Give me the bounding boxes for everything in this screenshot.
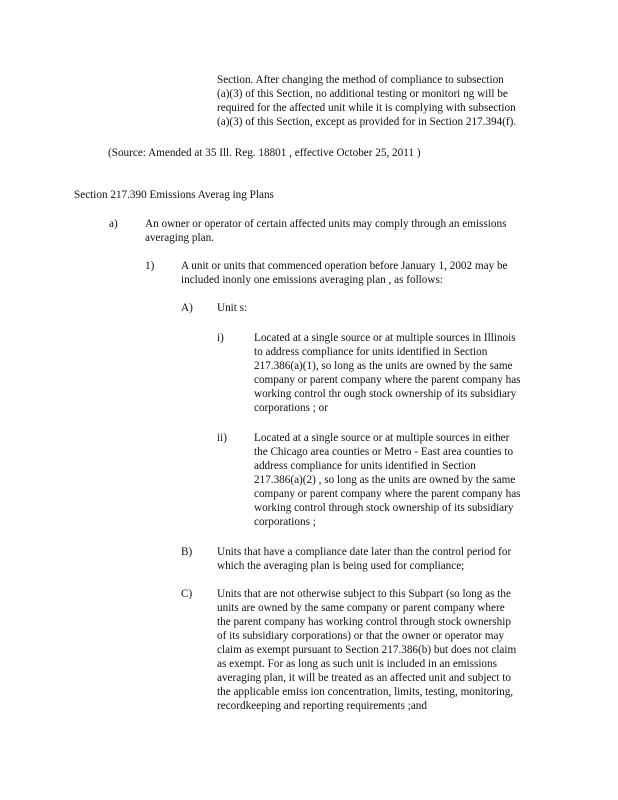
text-line: of its subsidiary corporations) or that the owner or operator may: [217, 630, 505, 642]
subsection-a-label: a): [109, 218, 118, 230]
text-line: (a)(3) of this Section, except as provided for in Section 217.394(f).: [217, 116, 517, 128]
text-line: Section. After changing the method of compliance to subsection: [217, 74, 504, 86]
text-line: Units that have a compliance date later than the control period for: [217, 546, 512, 558]
item-1-text: [181, 259, 508, 287]
text-line: the Chicago area counties or Metro - East area counties to: [254, 446, 514, 458]
text-line: included inonly one emissions averaging plan , as follows:: [181, 274, 443, 286]
text-line: working control thr ough stock ownership of its subsidiary: [254, 388, 517, 400]
text-line: An owner or operator of certain affected units may comply through an emissions: [145, 218, 507, 230]
text-line: corporations ; or: [254, 402, 328, 414]
text-line: Located at a single source or at multiple sources in either: [254, 432, 510, 444]
item-i-text: [254, 331, 521, 415]
text-line: Units that are not otherwise subject to this Subpart (so long as the: [217, 588, 511, 600]
text-line: required for the affected unit while it is complying with subsection: [217, 102, 516, 114]
subsection-a-text: [145, 217, 506, 245]
source-note: (Source: Amended at 35 Ill. Reg. 18801 , effective October 25, 2011 ): [108, 147, 421, 159]
text-line: as exempt. For as long as such unit is included in an emissions: [217, 658, 497, 670]
text-line: to address compliance for units identified in Section: [254, 346, 488, 358]
text-line: A unit or units that commenced operation before January 1, 2002 may be: [181, 260, 508, 272]
text-line: 217.386(a)(1), so long as the units are owned by the same: [254, 360, 513, 372]
text-line: company or parent company where the parent company has: [254, 374, 521, 386]
item-B-label: B): [181, 546, 193, 558]
item-A-text: Unit s:: [217, 302, 248, 314]
text-line: the applicable emiss ion concentration, limits, testing, monitoring,: [217, 686, 514, 698]
text-line: claim as exempt pursuant to Section 217.386(b) but does not claim: [217, 644, 517, 656]
text-line: (a)(3) of this Section, no additional testing or monitori ng will be: [217, 88, 508, 100]
text-line: company or parent company where the parent company has: [254, 488, 521, 500]
item-1-label: 1): [145, 260, 155, 272]
item-B-text: [217, 545, 511, 573]
text-line: working control through stock ownership of its subsidiary: [254, 502, 514, 514]
item-C-text: [217, 587, 516, 713]
item-ii-label: ii): [217, 432, 227, 444]
text-line: 217.386(a)(2) , so long as the units are owned by the same: [254, 474, 516, 486]
text-line: which the averaging plan is being used for compliance;: [217, 560, 465, 572]
text-line: units are owned by the same company or parent company where: [217, 602, 505, 614]
text-line: corporations ;: [254, 516, 316, 528]
item-A-label: A): [181, 302, 193, 314]
item-C-label: C): [181, 588, 193, 600]
text-line: the parent company has working control through stock ownership: [217, 616, 511, 628]
text-line: recordkeeping and reporting requirements ;and: [217, 700, 427, 712]
continuation-paragraph: [217, 73, 516, 129]
text-line: averaging plan, it will be treated as an affected unit and subject to: [217, 672, 511, 684]
text-line: averaging plan.: [145, 232, 214, 244]
text-line: Located at a single source or at multiple sources in Illinois: [254, 332, 516, 344]
section-heading: Section 217.390 Emissions Averag ing Plans: [74, 189, 274, 201]
item-ii-text: [254, 431, 521, 529]
text-line: address compliance for units identified in Section: [254, 460, 476, 472]
item-i-label: i): [217, 332, 224, 344]
